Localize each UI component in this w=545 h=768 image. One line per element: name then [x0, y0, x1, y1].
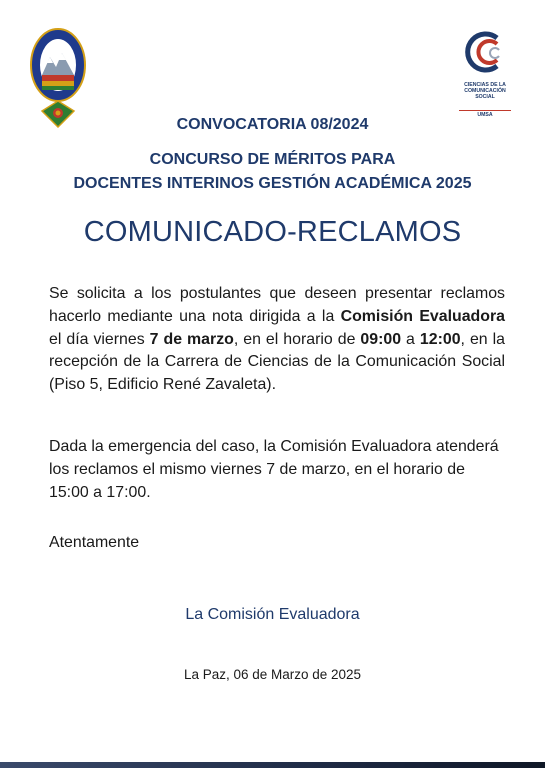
ccs-logo-umsa: UMSA: [477, 112, 493, 118]
p1-bold-start-time: 09:00: [360, 330, 402, 348]
p1-text-i: , en la recepción de la Carrera de Ciencias de la Comunicación Social (Piso 5, Edificio René Zavaleta).: [49, 330, 505, 394]
p1-bold-end-time: 12:00: [419, 330, 461, 348]
p1-bold-date: 7 de marzo: [149, 330, 234, 348]
bottom-bar: [0, 762, 545, 768]
paragraph-1: [49, 283, 505, 397]
ccs-logo-line1: CIENCIAS DE LA: [464, 82, 506, 88]
convocatoria-number: CONVOCATORIA 08/2024: [176, 116, 369, 133]
closing: Atentamente: [49, 534, 140, 551]
p1-text-c: el día viernes: [49, 330, 150, 348]
ccs-logo-divider: [459, 110, 511, 111]
ccs-logo: [453, 30, 517, 118]
date-line: La Paz, 06 de Marzo de 2025: [183, 667, 362, 682]
ccs-logo-line3: SOCIAL: [475, 94, 495, 100]
ccs-logo-line2: COMUNICACIÓN: [464, 88, 506, 94]
p1-text-g: a: [401, 330, 420, 348]
paragraph-2: Dada la emergencia del caso, la Comisión Evaluadora atenderá los reclamos el mismo viernes 7 de marzo, en el horario de 15:00 a 17:00.: [49, 438, 499, 501]
ccs-c-logo-icon: [453, 30, 517, 74]
concurso-heading: [0, 148, 545, 196]
umsa-logo: [28, 27, 88, 129]
umsa-shield-seal-icon: [28, 27, 88, 129]
p1-bold-comision: Comisión Evaluadora: [340, 307, 505, 325]
p1-text-a: Se solicita a los postulantes que deseen presentar reclamos hacerlo mediante una nota dirigida a la: [49, 285, 505, 325]
concurso-line-2: DOCENTES INTERINOS GESTIÓN ACADÉMICA 2025: [73, 175, 472, 192]
p1-text-e: , en el horario de: [233, 330, 361, 348]
concurso-line-1: CONCURSO DE MÉRITOS PARA: [149, 151, 396, 168]
signature: La Comisión Evaluadora: [185, 606, 360, 623]
page-title: COMUNICADO-RECLAMOS: [83, 216, 462, 248]
